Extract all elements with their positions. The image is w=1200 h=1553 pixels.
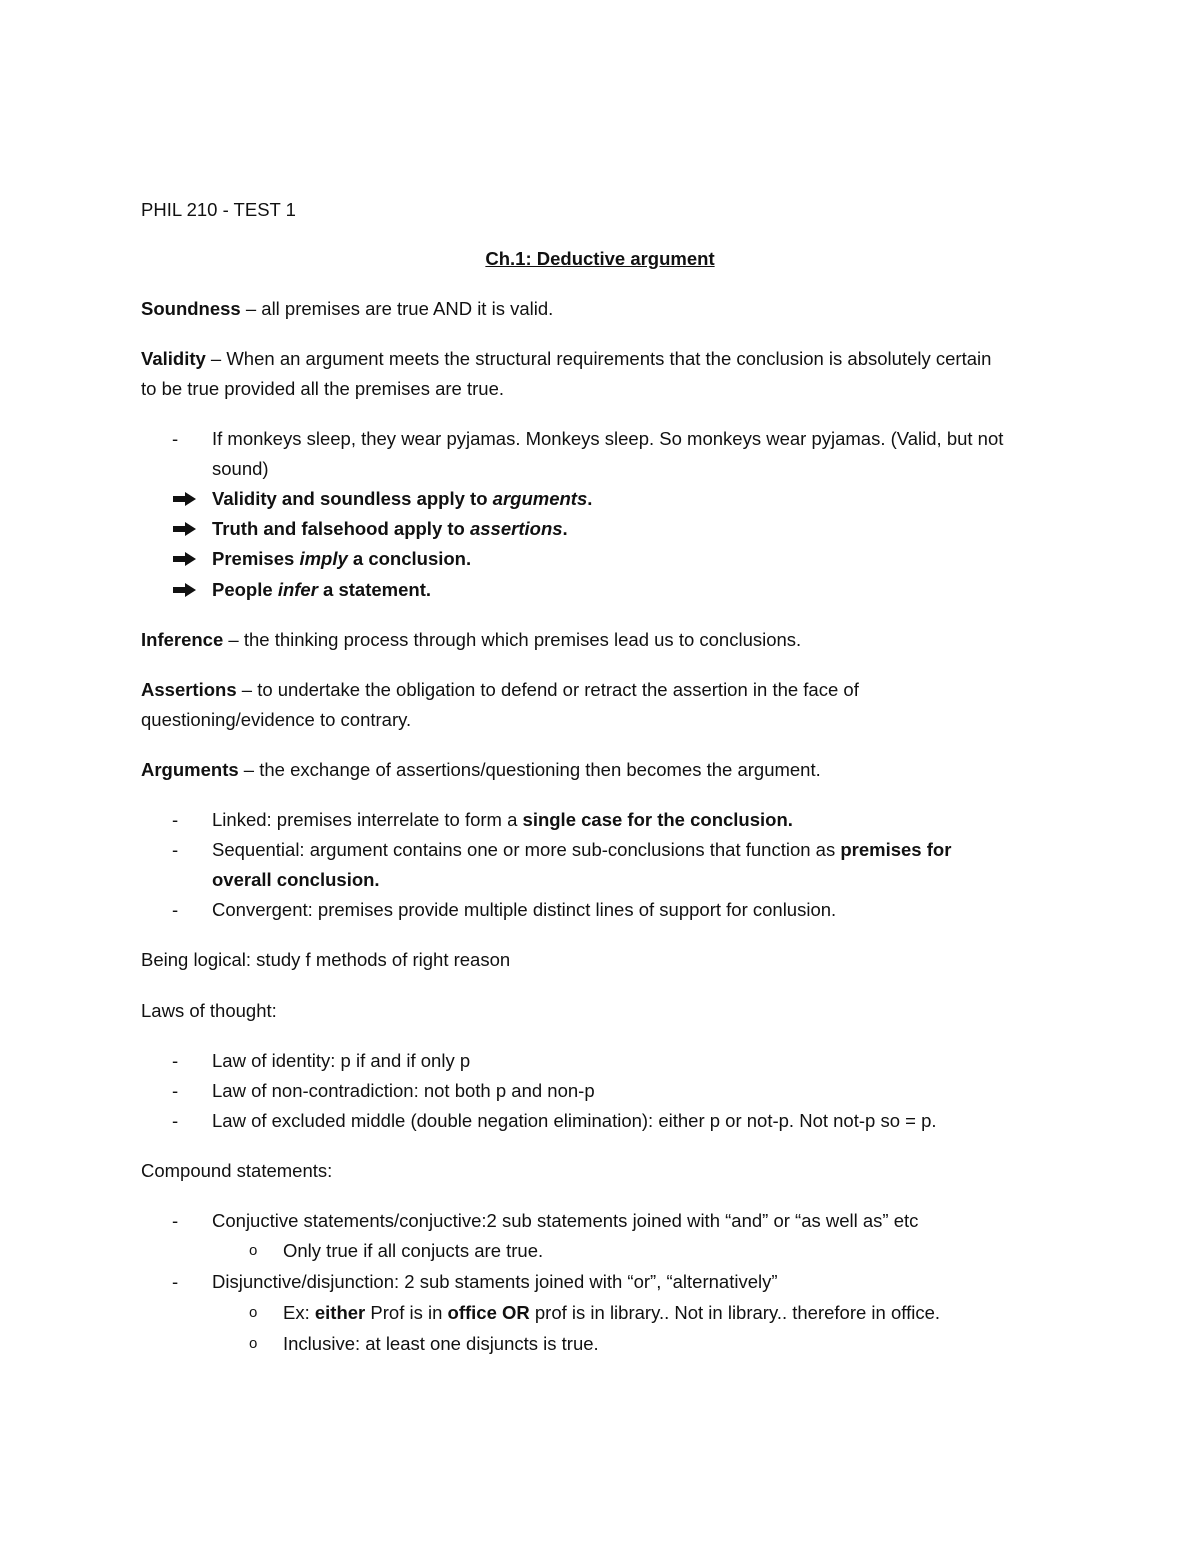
inference-term: Inference — [141, 629, 224, 650]
argument-type-text: Sequential: argument contains one or more sub-conclusions that function as — [212, 839, 841, 860]
law-non-contradiction: Law of non-contradiction: not both p and non-p — [212, 1080, 595, 1101]
arrow-right-icon — [172, 517, 202, 537]
arrow-item-text: Truth and falsehood apply to — [212, 518, 470, 539]
arrow-item-text: People — [212, 579, 278, 600]
argument-type-linked — [212, 808, 793, 832]
example-emphasis: either — [314, 1302, 366, 1323]
arrow-right-icon — [172, 487, 202, 507]
soundness-definition — [141, 297, 553, 321]
soundness-term: Soundness — [141, 298, 241, 319]
arrow-right-icon — [172, 578, 202, 598]
dash-bullet: - — [172, 1050, 179, 1071]
argument-type-text: Linked: premises interrelate to form a — [212, 809, 523, 830]
soundness-text: – all premises are true AND it is valid. — [240, 298, 554, 319]
arrow-right-icon — [172, 547, 202, 567]
example-text: prof is in library.. Not in library.. therefore in office. — [529, 1302, 940, 1323]
dash-bullet: - — [172, 1110, 179, 1131]
dash-bullet: - — [172, 428, 179, 449]
validity-example-line1: If monkeys sleep, they wear pyjamas. Monkeys sleep. So monkeys wear pyjamas. (Valid, but not — [212, 428, 1004, 449]
compound-conjunctive: Conjuctive statements/conjuctive:2 sub statements joined with “and” or “as well as” etc — [212, 1210, 919, 1231]
validity-example-line2: sound) — [212, 458, 269, 479]
argument-type-emphasis: premises for — [840, 839, 952, 860]
disjunctive-inclusive: Inclusive: at least one disjuncts is true. — [283, 1333, 599, 1354]
validity-text-line1: – When an argument meets the structural requirements that the conclusion is absolutely certain — [205, 348, 992, 369]
assertions-term: Assertions — [141, 679, 237, 700]
arrow-item-suffix: a conclusion. — [347, 548, 472, 569]
law-excluded-middle: Law of excluded middle (double negation elimination): either p or not-p. Not not-p so = p. — [212, 1110, 937, 1131]
arrow-item-emphasis: imply — [299, 548, 348, 569]
assertions-text-line2: questioning/evidence to contrary. — [141, 709, 412, 730]
arguments-text: – the exchange of assertions/questioning then becomes the argument. — [238, 759, 821, 780]
arrow-item-premises — [212, 547, 471, 571]
circle-bullet: o — [249, 1304, 258, 1321]
validity-definition — [141, 347, 991, 371]
document-header: PHIL 210 - TEST 1 — [141, 199, 296, 220]
chapter-title: Ch.1: Deductive argument — [485, 248, 715, 269]
disjunctive-example — [283, 1301, 940, 1325]
conjunctive-subitem: Only true if all conjucts are true. — [283, 1240, 544, 1261]
dash-bullet: - — [172, 1271, 179, 1292]
arrow-item-emphasis: infer — [277, 579, 318, 600]
arrow-item-suffix: . — [587, 488, 593, 509]
dash-bullet: - — [172, 1210, 179, 1231]
dash-bullet: - — [172, 899, 179, 920]
circle-bullet: o — [249, 1335, 258, 1352]
argument-type-sequential — [212, 838, 951, 862]
circle-bullet: o — [249, 1242, 258, 1259]
inference-text: – the thinking process through which premises lead us to conclusions. — [223, 629, 802, 650]
validity-term: Validity — [141, 348, 206, 369]
compound-heading: Compound statements: — [141, 1160, 333, 1181]
assertions-text-line1: – to undertake the obligation to defend or retract the assertion in the face of — [236, 679, 859, 700]
argument-type-emphasis: single case for the conclusion. — [522, 809, 793, 830]
law-identity: Law of identity: p if and if only p — [212, 1050, 471, 1071]
arrow-item-truth — [212, 517, 568, 541]
being-logical-line: Being logical: study f methods of right reason — [141, 949, 511, 970]
assertions-definition — [141, 678, 859, 702]
arrow-item-emphasis: arguments — [492, 488, 588, 509]
dash-bullet: - — [172, 1080, 179, 1101]
arrow-item-suffix: a statement. — [317, 579, 432, 600]
example-text: Prof is in — [365, 1302, 448, 1323]
dash-bullet: - — [172, 839, 179, 860]
inference-definition — [141, 628, 801, 652]
argument-type-sequential-line2: overall conclusion. — [212, 869, 380, 890]
arguments-definition — [141, 758, 821, 782]
arrow-item-validity — [212, 487, 592, 511]
arrow-item-text: Premises — [212, 548, 300, 569]
laws-heading: Laws of thought: — [141, 1000, 277, 1021]
example-emphasis: office OR — [447, 1302, 530, 1323]
compound-disjunctive: Disjunctive/disjunction: 2 sub staments joined with “or”, “alternatively” — [212, 1271, 778, 1292]
validity-text-line2: to be true provided all the premises are true. — [141, 378, 504, 399]
arguments-term: Arguments — [141, 759, 239, 780]
arrow-item-text: Validity and soundless apply to — [212, 488, 493, 509]
arrow-item-emphasis: assertions — [469, 518, 563, 539]
argument-type-convergent: Convergent: premises provide multiple distinct lines of support for conlusion. — [212, 899, 837, 920]
arrow-item-people — [212, 578, 431, 602]
example-text: Ex: — [283, 1302, 315, 1323]
arrow-item-suffix: . — [562, 518, 568, 539]
dash-bullet: - — [172, 809, 179, 830]
